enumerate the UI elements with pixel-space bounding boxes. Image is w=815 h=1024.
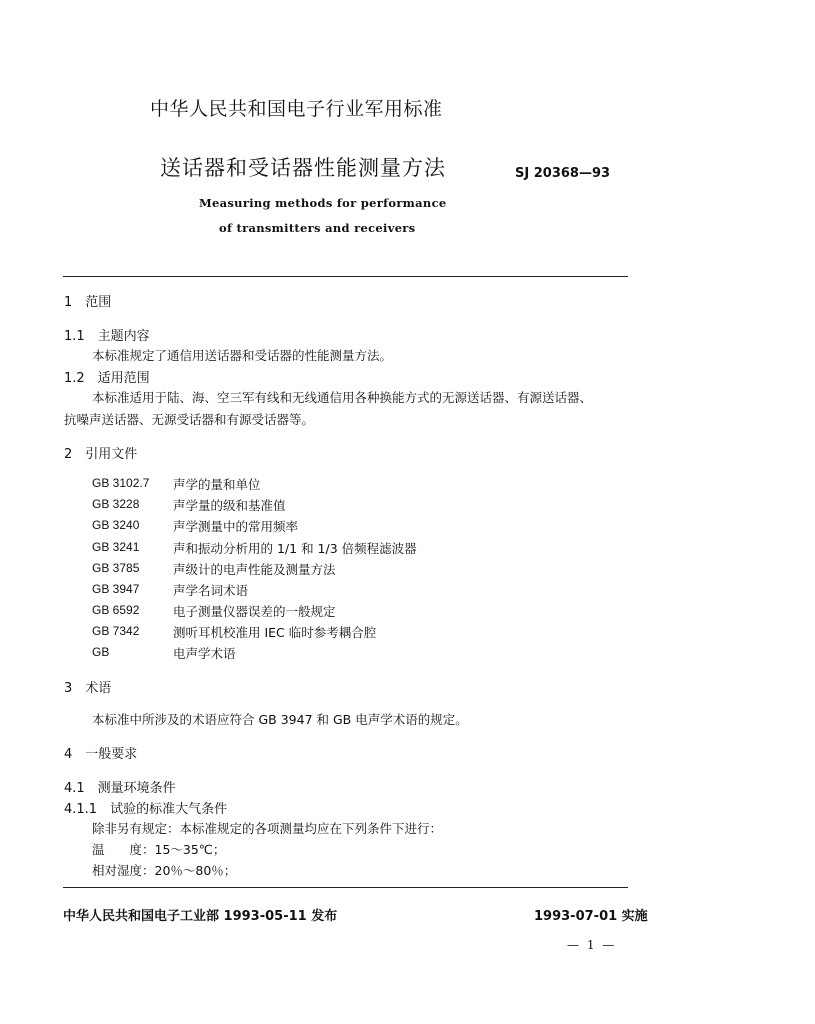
reference-code: GB 7342 (92, 624, 140, 638)
document-title: 送话器和受话器性能测量方法 (160, 156, 446, 180)
top-divider (63, 276, 628, 277)
humidity-condition: 相对湿度：20％～80％； (92, 863, 237, 878)
reference-title: 声学量的级和基准值 (173, 498, 286, 513)
section-1-2-text-line2: 抗噪声送话器、无源受话器和有源受话器等。 (64, 412, 315, 427)
reference-title: 电子测量仪器误差的一般规定 (173, 604, 336, 619)
section-1-2-title: 1.2 适用范围 (64, 371, 150, 386)
section-1-2-text-line1: 本标准适用于陆、海、空三军有线和无线通信用各种换能方式的无源送话器、有源送话器、 (92, 390, 593, 405)
temperature-condition: 温 度：15～35℃； (92, 842, 226, 857)
effective-date: 1993-07-01 实施 (534, 909, 648, 924)
reference-code: GB 3240 (92, 518, 140, 532)
reference-title: 声级计的电声性能及测量方法 (173, 562, 336, 577)
section-4-1-title: 4.1 测量环境条件 (64, 781, 176, 796)
reference-code: GB 6592 (92, 603, 140, 617)
reference-code: GB 3228 (92, 497, 140, 511)
section-4-1-1-text: 除非另有规定：本标准规定的各项测量均应在下列条件下进行： (92, 821, 443, 836)
standard-heading: 中华人民共和国电子行业军用标准 (150, 98, 443, 120)
reference-code: GB 3947 (92, 582, 140, 596)
section-2-title: 2 引用文件 (64, 447, 138, 462)
section-1-title: 1 范围 (64, 295, 112, 310)
reference-title: 测听耳机校准用 IEC 临时参考耦合腔 (173, 625, 377, 640)
reference-code: GB 3241 (92, 540, 140, 554)
reference-title: 声学测量中的常用频率 (173, 519, 299, 534)
bottom-divider (63, 887, 628, 888)
reference-code: GB 3102.7 (92, 476, 150, 490)
page-number: — 1 — (567, 938, 617, 952)
reference-code: GB (92, 645, 110, 659)
section-4-title: 4 一般要求 (64, 747, 138, 762)
standard-number: SJ 20368—93 (515, 166, 611, 181)
english-title-line1: Measuring methods for performance (199, 196, 447, 210)
section-3-text: 本标准中所涉及的术语应符合 GB 3947 和 GB 电声学术语的规定。 (92, 712, 468, 727)
section-1-1-text: 本标准规定了通信用送话器和受话器的性能测量方法。 (92, 348, 393, 363)
reference-title: 声和振动分析用的 1/1 和 1/3 倍频程滤波器 (173, 541, 417, 556)
reference-code: GB 3785 (92, 561, 140, 575)
issue-statement: 中华人民共和国电子工业部 1993-05-11 发布 (63, 909, 338, 924)
english-title-line2: of transmitters and receivers (219, 221, 416, 235)
section-4-1-1-title: 4.1.1 试验的标准大气条件 (64, 802, 228, 817)
section-3-title: 3 术语 (64, 681, 112, 696)
reference-title: 声学名词术语 (173, 583, 249, 598)
section-1-1-title: 1.1 主题内容 (64, 329, 150, 344)
reference-title: 电声学术语 (173, 646, 236, 661)
reference-title: 声学的量和单位 (173, 477, 261, 492)
